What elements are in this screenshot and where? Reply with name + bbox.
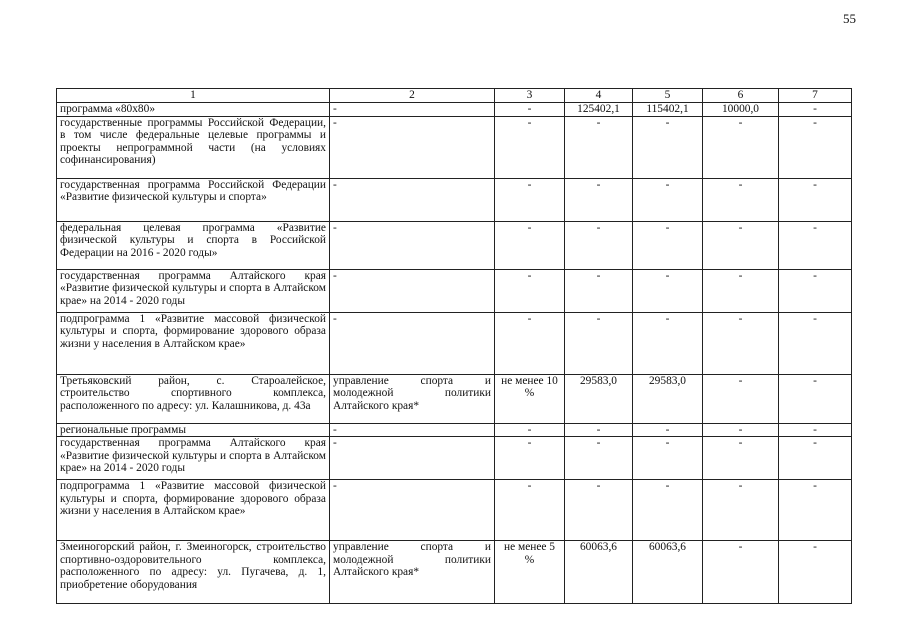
table-cell: - <box>703 178 779 221</box>
table-row <box>57 374 852 423</box>
row-name-cell: Змеиногорский район, г. Змеиногорск, строительство спортивно-оздоровительного комплекса, расположенного по адресу: ул. Пугачева, д. 1, приобретение оборудования <box>57 541 330 604</box>
table-cell: 60063,6 <box>633 541 703 604</box>
table-cell: 125402,1 <box>565 103 633 117</box>
column-number: 1 <box>57 89 330 103</box>
column-number: 6 <box>703 89 779 103</box>
table-cell: - <box>779 437 852 480</box>
table-cell: 115402,1 <box>633 103 703 117</box>
column-number: 5 <box>633 89 703 103</box>
table-row <box>57 480 852 541</box>
table-cell: - <box>565 423 633 437</box>
table-cell: - <box>633 178 703 221</box>
table-row <box>57 541 852 604</box>
table-cell: - <box>703 221 779 269</box>
table-cell: управление спорта и молодежной политики Алтайского края* <box>330 541 495 604</box>
table-cell: - <box>495 221 565 269</box>
table-cell: - <box>779 116 852 178</box>
column-number: 2 <box>330 89 495 103</box>
table-cell: - <box>703 116 779 178</box>
column-number: 3 <box>495 89 565 103</box>
table-cell: - <box>779 269 852 312</box>
table-cell: - <box>633 312 703 374</box>
table-cell: - <box>495 480 565 541</box>
table-cell: - <box>495 116 565 178</box>
column-number-row <box>57 89 852 103</box>
table-cell: - <box>330 480 495 541</box>
table-cell: - <box>495 312 565 374</box>
table-cell: 29583,0 <box>565 374 633 423</box>
table-cell: управление спорта и молодежной политики Алтайского края* <box>330 374 495 423</box>
table-cell: - <box>633 480 703 541</box>
table-cell: - <box>779 541 852 604</box>
table-cell: - <box>495 103 565 117</box>
table-row <box>57 178 852 221</box>
table-cell: - <box>703 269 779 312</box>
table-cell: - <box>495 178 565 221</box>
table-cell: - <box>633 437 703 480</box>
table-cell: - <box>779 103 852 117</box>
table-row <box>57 423 852 437</box>
table-cell: - <box>703 374 779 423</box>
table-cell: - <box>779 312 852 374</box>
column-number: 7 <box>779 89 852 103</box>
table-row <box>57 437 852 480</box>
table-cell: - <box>703 312 779 374</box>
table-cell: - <box>565 269 633 312</box>
table-cell: 29583,0 <box>633 374 703 423</box>
table-row <box>57 103 852 117</box>
table-cell: - <box>565 437 633 480</box>
table-cell: - <box>703 541 779 604</box>
table-cell: - <box>565 221 633 269</box>
table-cell: - <box>330 103 495 117</box>
table-cell: - <box>779 178 852 221</box>
table-row <box>57 221 852 269</box>
table-cell: - <box>633 116 703 178</box>
data-table <box>56 88 852 604</box>
table-cell: 10000,0 <box>703 103 779 117</box>
table-cell: - <box>565 312 633 374</box>
table-cell: не менее 10 % <box>495 374 565 423</box>
table-cell: - <box>633 269 703 312</box>
table-cell: не менее 5 % <box>495 541 565 604</box>
table-cell: - <box>330 116 495 178</box>
table-cell: - <box>495 423 565 437</box>
table-cell: - <box>495 269 565 312</box>
row-name-cell: государственные программы Российской Федерации, в том числе федеральные целевые программы и проекты непрограммной части (на условиях софинансирования) <box>57 116 330 178</box>
table-cell: - <box>703 423 779 437</box>
table-cell: - <box>779 423 852 437</box>
table-cell: - <box>565 178 633 221</box>
row-name-cell: федеральная целевая программа «Развитие физической культуры и спорта в Российской Федерации на 2016 - 2020 годы» <box>57 221 330 269</box>
table-row <box>57 312 852 374</box>
table-cell: - <box>703 480 779 541</box>
table-cell: - <box>330 312 495 374</box>
table-cell: - <box>330 221 495 269</box>
row-name-cell: государственная программа Алтайского края «Развитие физической культуры и спорта в Алтайском крае» на 2014 - 2020 годы <box>57 269 330 312</box>
row-name-cell: государственная программа Российской Федерации «Развитие физической культуры и спорта» <box>57 178 330 221</box>
table-cell: - <box>565 480 633 541</box>
column-number: 4 <box>565 89 633 103</box>
row-name-cell: подпрограмма 1 «Развитие массовой физической культуры и спорта, формирование здорового образа жизни у населения в Алтайском крае» <box>57 480 330 541</box>
row-name-cell: государственная программа Алтайского края «Развитие физической культуры и спорта в Алтайском крае» на 2014 - 2020 годы <box>57 437 330 480</box>
row-name-cell: региональные программы <box>57 423 330 437</box>
table-cell: - <box>330 178 495 221</box>
table-cell: - <box>703 437 779 480</box>
row-name-cell: Третьяковский район, с. Староалейское, строительство спортивного комплекса, расположенного по адресу: ул. Калашникова, д. 43а <box>57 374 330 423</box>
table-cell: - <box>779 221 852 269</box>
table-cell: - <box>565 116 633 178</box>
table-cell: - <box>330 437 495 480</box>
table-cell: - <box>495 437 565 480</box>
table-cell: 60063,6 <box>565 541 633 604</box>
row-name-cell: подпрограмма 1 «Развитие массовой физической культуры и спорта, формирование здорового образа жизни у населения в Алтайском крае» <box>57 312 330 374</box>
row-name-cell: программа «80х80» <box>57 103 330 117</box>
page-number: 55 <box>843 11 856 26</box>
table-cell: - <box>779 480 852 541</box>
table-cell: - <box>330 423 495 437</box>
table-cell: - <box>633 423 703 437</box>
table-cell: - <box>330 269 495 312</box>
table-row <box>57 269 852 312</box>
table-cell: - <box>633 221 703 269</box>
table-row <box>57 116 852 178</box>
table-cell: - <box>779 374 852 423</box>
